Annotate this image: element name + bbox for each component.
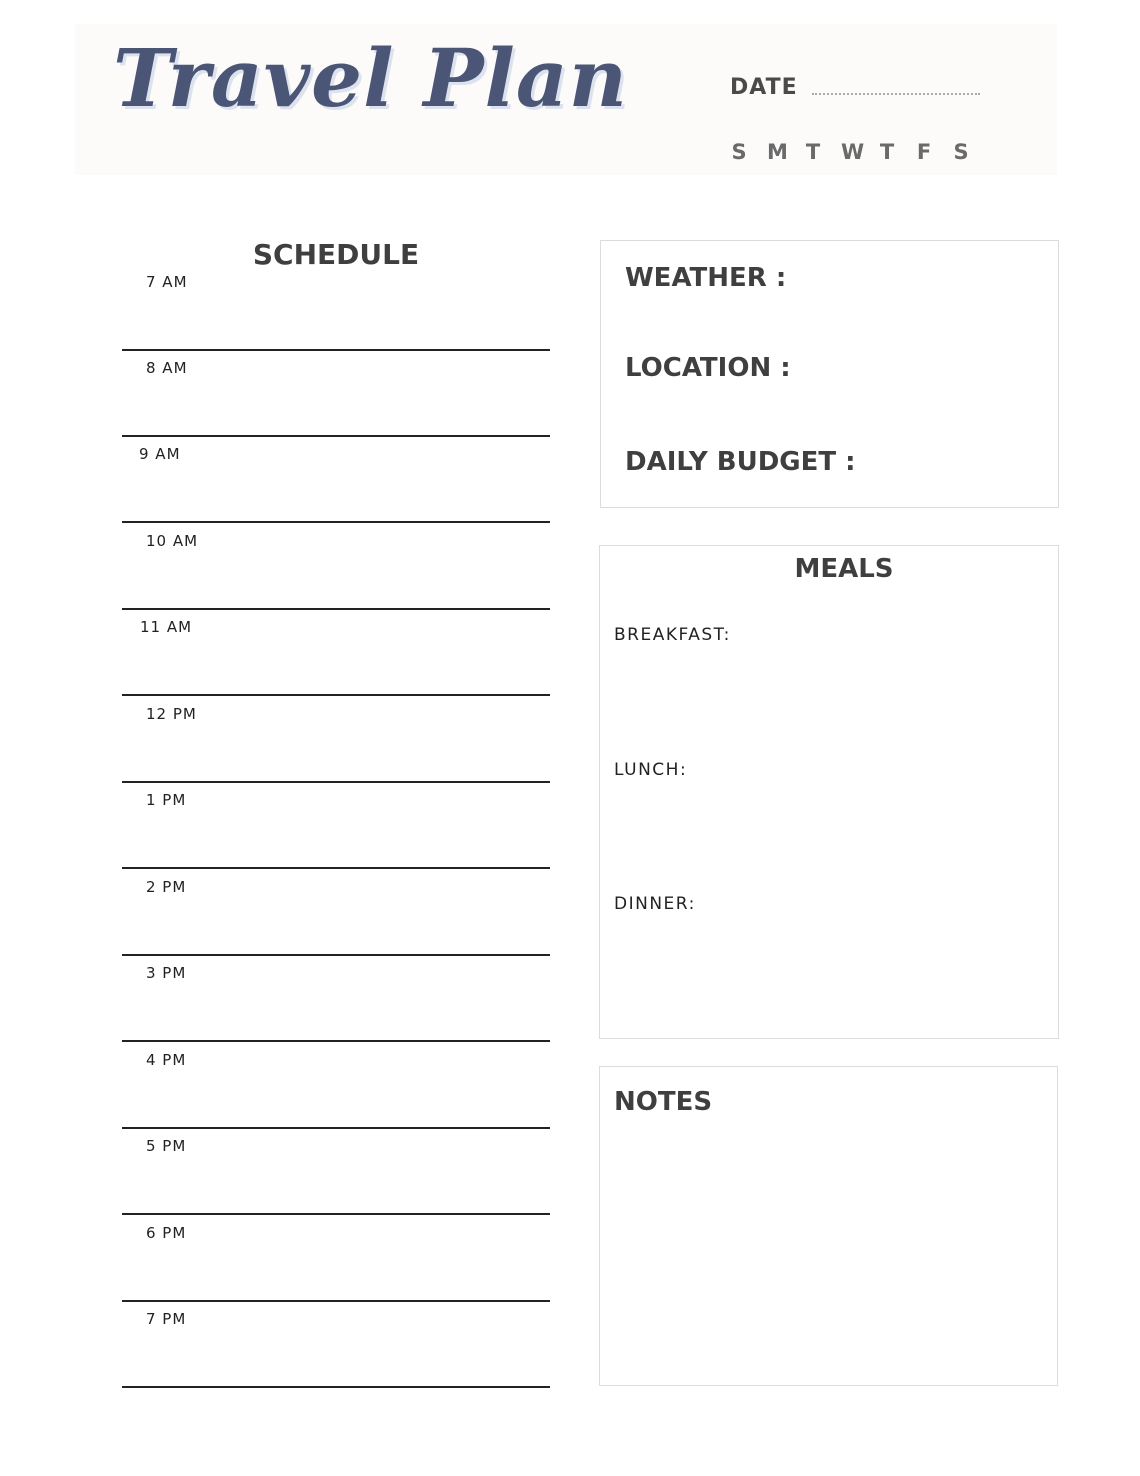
day-wednesday[interactable]: W — [841, 140, 865, 164]
schedule-slot[interactable] — [122, 781, 550, 869]
lunch-field[interactable]: LUNCH: — [614, 760, 688, 780]
daily-budget-field[interactable]: DAILY BUDGET : — [625, 447, 856, 477]
day-monday[interactable]: M — [767, 140, 788, 164]
slot-time-label: 9 AM — [139, 445, 181, 463]
slot-time-label: 5 PM — [146, 1137, 187, 1155]
day-friday[interactable]: F — [916, 140, 932, 164]
day-thursday[interactable]: T — [879, 140, 895, 164]
slot-time-label: 12 PM — [146, 705, 197, 723]
header-banner — [75, 24, 1057, 175]
schedule-slot[interactable] — [122, 695, 550, 783]
slot-time-label: 10 AM — [146, 532, 199, 550]
breakfast-field[interactable]: BREAKFAST: — [614, 625, 731, 645]
schedule-slot[interactable] — [122, 954, 550, 1042]
slot-time-label: 7 PM — [146, 1310, 187, 1328]
schedule-slot[interactable] — [122, 435, 550, 523]
schedule-slot[interactable] — [122, 1041, 550, 1129]
trip-info-box — [600, 240, 1059, 508]
date-field-line[interactable] — [812, 93, 980, 95]
schedule-slot[interactable] — [122, 1214, 550, 1302]
day-saturday[interactable]: S — [953, 140, 969, 164]
date-label: DATE — [730, 75, 798, 100]
schedule-slot[interactable] — [122, 349, 550, 437]
weekday-selector — [730, 140, 970, 164]
day-tuesday[interactable]: T — [805, 140, 821, 164]
day-sunday[interactable]: S — [731, 140, 747, 164]
notes-box[interactable] — [599, 1066, 1058, 1386]
meals-title: MEALS — [794, 554, 894, 584]
schedule-slot[interactable] — [122, 1127, 550, 1215]
schedule-slot[interactable] — [122, 608, 550, 696]
schedule-slot[interactable] — [122, 522, 550, 610]
schedule-slot[interactable] — [122, 1300, 550, 1388]
slot-time-label: 11 AM — [140, 618, 193, 636]
slot-time-label: 1 PM — [146, 791, 187, 809]
slot-time-label: 8 AM — [146, 359, 188, 377]
meals-box — [599, 545, 1059, 1039]
schedule-title: SCHEDULE — [252, 238, 420, 271]
slot-time-label: 6 PM — [146, 1224, 187, 1242]
slot-time-label: 7 AM — [146, 273, 188, 291]
page-title: Travel Plan — [113, 31, 628, 125]
slot-time-label: 4 PM — [146, 1051, 187, 1069]
slot-time-label: 2 PM — [146, 878, 187, 896]
slot-time-label: 3 PM — [146, 964, 187, 982]
schedule-slot[interactable] — [122, 868, 550, 956]
dinner-field[interactable]: DINNER: — [614, 894, 696, 914]
location-field[interactable]: LOCATION : — [625, 353, 791, 383]
schedule-slot[interactable] — [122, 263, 550, 351]
weather-field[interactable]: WEATHER : — [625, 263, 787, 293]
notes-title: NOTES — [614, 1087, 713, 1117]
date-row — [730, 70, 980, 100]
